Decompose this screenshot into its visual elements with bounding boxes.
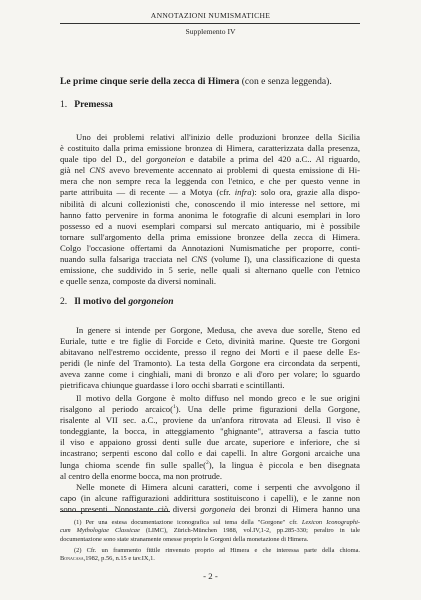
section-2-number: 2. [60, 296, 68, 307]
paragraph-line: In genere si intende per Gorgone, Medusa, che aveva due sorelle, Steno ed [76, 325, 360, 335]
paragraph-line: tondeggiante, la bocca, in atteggiamento "ghignante", attraversa a fascia tutto [60, 426, 360, 437]
paragraph-line: quale tipo del D., del gorgoneion e databile a prima del 420 a.C.. Al riguardo, [60, 154, 360, 165]
section-1-heading [60, 99, 113, 110]
section-2-paragraph-1 [60, 325, 360, 392]
paragraph-line: Colgo l'occasione offertami da Annotazioni Numismatiche per proporre, conti- [60, 242, 360, 253]
footnote-ref-1: 1 [172, 404, 176, 411]
paragraph-line: sono presenti. Nonostante ciò diversi gorgoneia dei bronzi di Himera hanno una [60, 504, 360, 515]
footnote-line: Bonacasa,1982, p.56, n.15 e tav.IX,1. [60, 555, 155, 563]
paragraph-line: mera che non sempre reca la leggenda con l'etnico, e che per questo venne in [60, 176, 360, 187]
section-2-title-italic: gorgoneion [128, 296, 174, 307]
running-header-subtitle: Supplemento IV [185, 27, 236, 36]
paragraph-line: già nel CNS avevo brevemente accennato ai problemi di questa emissione di Hi- [60, 165, 360, 176]
paragraph-line: peridi (le ninfe del Tramonto). La testa della Gorgone era circondata da serpenti, [60, 358, 360, 369]
paragraph-line: risalente al VII sec. a.C., proviene da un'anfora ritrovata ad Eleusi. Il viso è [60, 415, 360, 426]
paragraph-line: e quelle senza, composte da diversi nominali. [60, 276, 217, 287]
paragraph-line: capo (in alcune raffigurazioni addirittura sostituiscono i capelli), e le zanne non [60, 493, 360, 504]
footnote-line: (2) Cfr. un frammento fittile rinvenuto proprio ad Himera e che interessa parte della chioma. [74, 547, 360, 554]
paragraph-line: è costituito dalla prima emissione bronzea di Himera, caratterizzata dalla presenza, [60, 143, 360, 154]
footnote-line: documentazione sono state stranamente omesse proprio le Gorgoni della monetazione di Himera. [60, 535, 309, 543]
section-2-title-prefix: Il motivo del [74, 296, 129, 307]
section-1-number: 1. [60, 99, 68, 110]
paragraph-line: nuando sulla falsariga tracciata nel CNS (volume I), una classificazione di questa [60, 254, 360, 265]
paragraph-line: hanno fatto pervenire in forma anonima le fotografie di alcuni esemplari in loro [60, 209, 360, 220]
running-header-title: ANNOTAZIONI NUMISMATICHE [150, 11, 271, 20]
footnote-1 [60, 519, 360, 544]
paragraph-line: al centro della enorme bocca, ma non protrude. [60, 470, 223, 481]
footnote-ref-2: 2 [205, 459, 209, 466]
paragraph-line: nibilità di alcuni collezionisti che, conoscendo il mio interesse nel settore, mi [60, 198, 360, 209]
section-1-title: Premessa [74, 99, 113, 110]
paragraph-line: risalgono al periodo arcaico($^1$). Una delle prime figurazioni della Gorgone, [60, 404, 360, 415]
paragraph-line: Nelle monete di Himera alcuni caratteri, come i serpenti che avvolgono il [76, 482, 360, 492]
footnote-line: cum Mythologiae Classicae (LIMC), Zürich-München 1988, vol.IV,1-2, pp.285-330; peraltro in tale [60, 527, 360, 535]
paragraph-line: lunga chioma scende fin sulle spalle($^2$), la lingua è piccola e ben disegnata [60, 459, 360, 470]
paragraph-line: possesso ed a nuovi esemplari comparsi sul mercato antiquario, mi è possibile [60, 220, 360, 231]
footnote-line: (1) Per una estesa documentazione iconografica sul tema della "Gorgone" cfr. Lexicon Iconographi- [74, 519, 360, 526]
paragraph-line: Uno dei problemi relativi all'inizio delle produzioni bronzee della Sicilia [76, 132, 360, 142]
article-title-rest: (con e senza leggenda). [239, 76, 332, 87]
paragraph-line: emissione, che suddivido in 5 serie, nelle quali si alternano quelle con l'etnico [60, 265, 360, 276]
paragraph-line: Euriale, tutte e tre figlie di Forcide e Ceto, divinità marine. Queste tre Gorgoni [60, 336, 360, 347]
paragraph-line: incastrano; serpenti escono dal collo e dai capelli. In altre Gorgoni arcaiche una [60, 448, 360, 459]
section-1-paragraph [60, 132, 360, 287]
header-rule [60, 23, 360, 24]
section-2-heading [60, 296, 174, 307]
footnote-2 [60, 547, 360, 564]
footnote-rule [60, 511, 170, 512]
paragraph-line: tornare sull'argomento della prima emissione bronzee della zecca di Himera. [60, 231, 360, 242]
paragraph-line: Il motivo della Gorgone è molto diffuso nel mondo greco e le sue origini [76, 393, 360, 403]
paragraph-line: abitavano nell'estremo occidente, presso il regno dei Morti e il paese delle Es- [60, 347, 360, 358]
paragraph-line: il viso e appaiono grossi denti sulle due arcate, superiore e inferiore, che si [60, 437, 360, 448]
paragraph-line: aveva zanne come i cinghiali, mani di bronzo e ali d'oro per volare; lo sguardo [60, 369, 360, 380]
paragraph-line: parte attribuita — di recente — a Motya (cfr. infra): solo ora, grazie alla dispo- [60, 187, 360, 198]
article-title [60, 76, 380, 87]
article-title-bold: Le prime cinque serie della zecca di Himera [60, 76, 240, 87]
section-2-paragraph-2 [60, 393, 360, 482]
paragraph-line: pietrificava chiunque guardasse i loro occhi sbarrati e scintillanti. [60, 380, 285, 391]
page-number: - 2 - [203, 571, 218, 581]
